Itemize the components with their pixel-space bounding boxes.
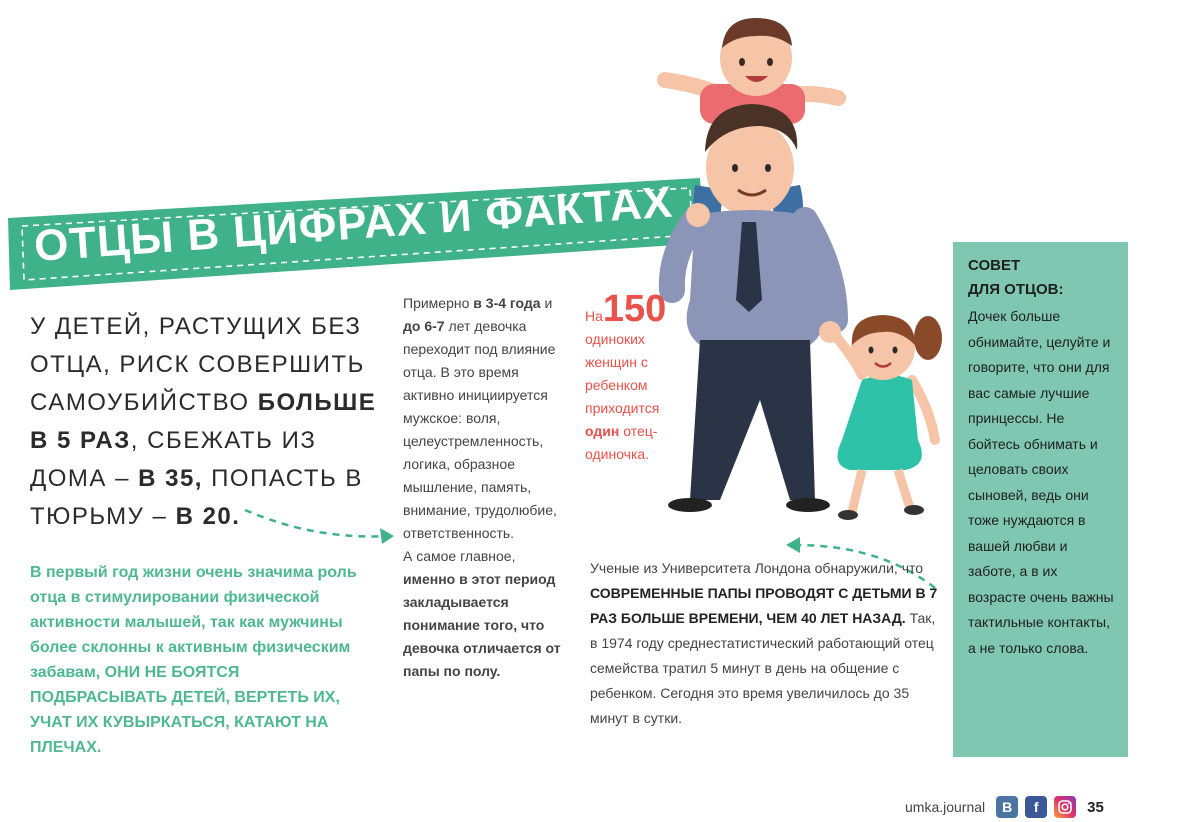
site-name: umka.journal <box>905 799 986 815</box>
page-number: 35 <box>1087 798 1104 816</box>
vk-icon[interactable]: В <box>996 796 1018 818</box>
stat-bold: В 20. <box>175 503 241 530</box>
advice-text: Дочек больше обнимайте, целуйте и говорите, что они для вас самые лучшие принцессы. Не бойтесь обнимать и целовать своих сыновей, ведь они тоже нуждаются в вашей любви и заботе, а в их возрасте очень важны тактильные контакты, а не только слова. <box>968 308 1114 656</box>
advice-heading-line: ДЛЯ ОТЦОВ: <box>968 281 1064 298</box>
london-caps: СОВРЕМЕННЫЕ ПАПЫ ПРОВОДЯТ С ДЕТЬМИ В 7 РАЗ БОЛЬШЕ ВРЕМЕНИ, ЧЕМ 40 ЛЕТ НАЗАД. <box>590 585 938 626</box>
mid-bold: именно в этот период закладывается понимание того, что девочка отличается от папы по полу. <box>403 571 561 679</box>
mid-text: и <box>540 295 553 311</box>
single-fathers-stat <box>585 288 675 466</box>
red-big-number: 150 <box>602 288 667 330</box>
page-title: ОТЦЫ В ЦИФРАХ И ФАКТАХ <box>32 177 675 272</box>
mid-bold: в 3-4 года <box>473 295 541 311</box>
mid-text: Примерно <box>403 295 474 311</box>
stat-text: , СБЕЖАТЬ ИЗ ДОМА – <box>30 427 317 492</box>
red-text: одиноких женщин с ребенком приходится <box>585 331 660 416</box>
facebook-icon[interactable]: f <box>1025 796 1047 818</box>
london-text: Так, в 1974 году среднестатистический работающий отец семейства тратил 5 минут в день на общение с ребенком. Сегодня это время увеличилось до 35 минут в сутки. <box>590 610 936 726</box>
mid-text: лет девочка переходит под влияние отца. В это время активно инициируется мужское: воля, целеустремленность, логика, образное мышление, память, внимание, трудолюбие, ответственность. <box>403 318 557 541</box>
green-caps: ОНИ НЕ БОЯТСЯ ПОДБРАСЫВАТЬ ДЕТЕЙ, ВЕРТЕТЬ ИХ, УЧАТ ИХ КУВЫРКАТЬСЯ, КАТАЮТ НА ПЛЕЧАХ. <box>30 664 340 756</box>
instagram-icon[interactable] <box>1054 796 1076 818</box>
mid-bold: до 6-7 <box>403 318 445 334</box>
red-text: На <box>585 308 603 324</box>
london-study-text <box>590 556 945 731</box>
footer <box>905 792 1104 822</box>
stat-bold: В 35, <box>138 465 203 492</box>
stat-text: У ДЕТЕЙ, РАСТУЩИХ БЕЗ ОТЦА, РИСК СОВЕРШИТЬ САМОУБИЙСТВО <box>30 313 365 416</box>
red-text: отец-одиночка. <box>585 423 658 462</box>
green-text: В первый год жизни очень значима роль отца в стимулировании физической активности малышей, так как мужчины более склонны к активным физическим забавам, <box>30 564 357 681</box>
middle-column-text <box>403 292 568 683</box>
mid-text: А самое главное, <box>403 548 516 564</box>
stat-text: ПОПАСТЬ В ТЮРЬМУ – <box>30 465 363 530</box>
london-intro: Ученые из Университета Лондона обнаружили, что <box>590 560 924 576</box>
red-bold: один <box>585 423 620 439</box>
advice-box <box>953 242 1128 757</box>
stat-block-risk <box>30 308 390 536</box>
green-paragraph <box>30 560 375 760</box>
advice-heading-line: СОВЕТ <box>968 257 1021 274</box>
advice-heading <box>968 254 1114 302</box>
stat-bold: БОЛЬШЕ В 5 РАЗ <box>30 389 377 454</box>
